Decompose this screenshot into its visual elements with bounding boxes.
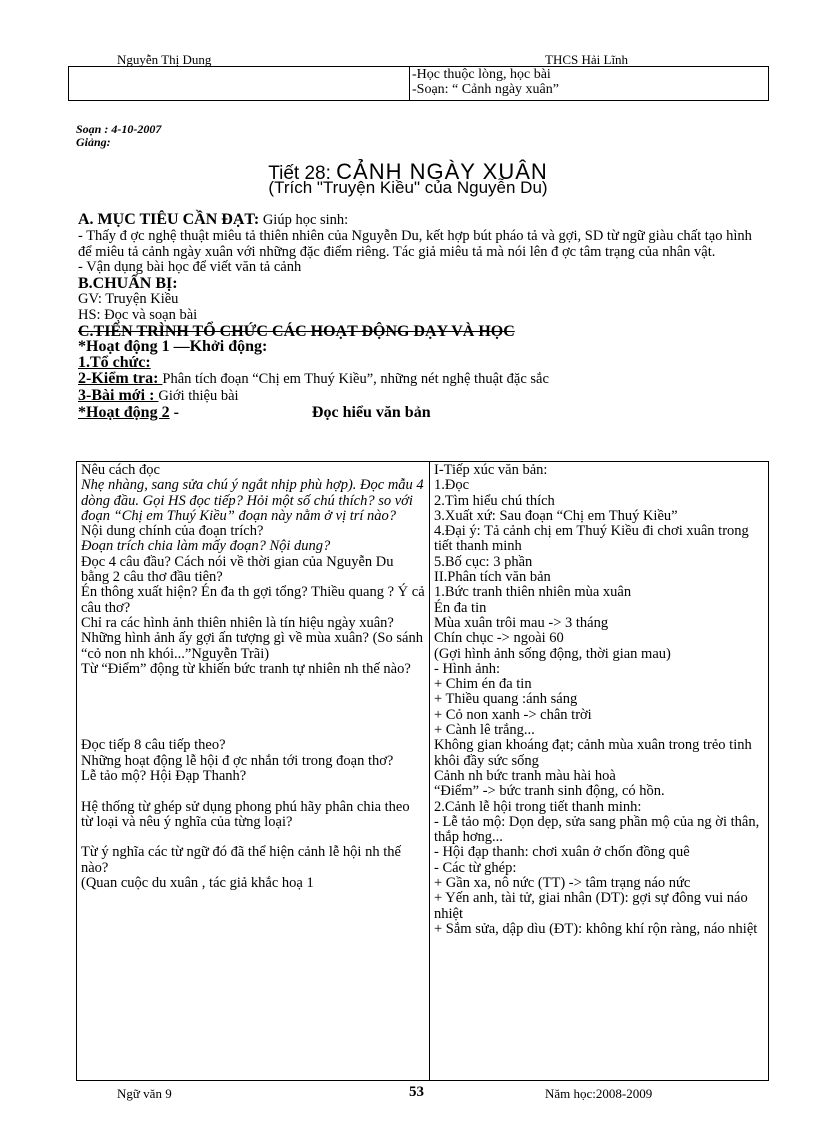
- to-chuc: 1.Tổ chức:: [78, 354, 151, 372]
- r-chuthich: 2.Tìm hiểu chú thích: [434, 492, 555, 509]
- teacher-line: Đoạn trích chia làm mấy đoạn? Nội dung?: [81, 538, 331, 555]
- teacher-line: [81, 830, 425, 845]
- section-b-heading: B.CHUẨN BỊ:: [78, 275, 178, 293]
- teacher-line: Đọc tiếp 8 câu tiếp theo?: [81, 737, 226, 754]
- content-line: - Hội đạp thanh: chơi xuân ở chốn đồng quê: [434, 844, 690, 861]
- lesson-subtitle: (Trích "Truyện Kiều" của Nguyễn Du): [268, 178, 548, 197]
- top-table-line: -Soạn: “ Cảnh ngày xuân”: [412, 82, 559, 97]
- lesson-body: [78, 212, 758, 421]
- teacher-line: Từ “Điểm” động từ khiến bức tranh tự nhiên nh thế nào?: [81, 660, 411, 677]
- r-phantich: II.Phân tích văn bản: [434, 569, 551, 586]
- teacher-line: Từ ý nghĩa các từ ngữ đó đã thể hiện cảnh lễ hội nh thế nào?: [81, 844, 401, 876]
- r-bocuc-label: 5.Bố cục:: [434, 553, 490, 570]
- header-school: THCS Hải Lĩnh: [545, 52, 629, 67]
- teacher-line: Nội dung chính của đoạn trích?: [81, 523, 264, 540]
- teacher-line: [81, 784, 425, 799]
- r-lines-2: [434, 815, 764, 937]
- lesson-number: Tiết 28:: [268, 163, 337, 184]
- section-b-gv: GV: Truyện Kiều: [78, 290, 179, 307]
- section-a-p1: - Thấy đ ợc nghệ thuật miêu tả thiên nhiên của Nguyễn Du, kết hợp bút pháo tả và gợi, SD từ ngữ giàu chất tạo hình để miêu tả cảnh ngày xuân với những đặc điểm riêng. Tác giả miêu tả mà nói lên đ ợc tâm trạng của nhân vật.: [78, 227, 752, 260]
- kiem-tra-label: 2-Kiểm tra:: [78, 369, 163, 387]
- content-line: + Cành lê trắng...: [434, 722, 535, 739]
- teacher-line: Én thông xuất hiện? Én đa th gợi tổng? Thiều quang ? Ý cả câu thơ?: [81, 584, 425, 616]
- activity-2-dash: -: [169, 403, 179, 421]
- section-b-hs: HS: Đọc và soạn bài: [78, 306, 198, 323]
- r-lehoi: 2.Cảnh lễ hội trong tiết thanh minh:: [434, 798, 642, 815]
- content-line: + Gần xa, nô nức (TT) -> tâm trạng náo nức: [434, 875, 691, 892]
- teacher-line: (Quan cuộc du xuân , tác giả khắc hoạ 1: [81, 875, 314, 892]
- bai-moi-label: 3-Bài mới :: [78, 386, 159, 404]
- content-line: - Lễ tảo mộ: Dọn dẹp, sửa sang phần mộ của ng ời thân, thắp hơng...: [434, 813, 760, 846]
- section-a-p2: - Vận dụng bài học để viết văn tả cảnh: [78, 259, 302, 276]
- footer-year: Năm học:2008-2009: [545, 1086, 653, 1101]
- r-lines-1: [434, 601, 764, 800]
- content-line: Chín chục -> ngoài 60: [434, 630, 564, 647]
- content-line: - Hình ảnh:: [434, 660, 501, 677]
- r-buctranh: 1.Bức tranh thiên nhiên mùa xuân: [434, 584, 632, 601]
- kiem-tra-text: Phân tích đoạn “Chị em Thuý Kiều”, những nét nghệ thuật đặc sắc: [162, 370, 549, 387]
- r-bocuc-text: 3 phần: [489, 553, 533, 570]
- r-heading: I-Tiếp xúc văn bản:: [434, 462, 548, 478]
- r-doc: 1.Đọc: [434, 477, 470, 494]
- content-line: - Các từ ghép:: [434, 859, 517, 876]
- content-line: Cảnh nh bức tranh màu hài hoà: [434, 767, 616, 784]
- footer-subject: Ngữ văn 9: [117, 1086, 172, 1101]
- activity-2-label: *Hoạt động 2: [78, 403, 170, 421]
- content-column: [430, 462, 769, 1081]
- teacher-line: Chỉ ra các hình ảnh thiên nhiên là tín hiệu ngày xuân?: [81, 614, 394, 631]
- r-daiy-label: 4.Đại ý:: [434, 523, 481, 540]
- top-table: [68, 66, 769, 101]
- giang-label: Giảng:: [76, 135, 111, 149]
- teacher-line: [81, 677, 425, 738]
- lesson-table: [76, 461, 769, 1081]
- top-table-line: -Học thuộc lòng, học bài: [412, 67, 551, 82]
- teacher-line: Lễ tảo mộ? Hội Đạp Thanh?: [81, 767, 247, 784]
- lesson-name: CẢNH NGÀY XUÂN: [336, 159, 548, 184]
- content-line: Không gian khoáng đạt; cảnh mùa xuân trong trẻo tinh khôi đầy sức sống: [434, 737, 752, 769]
- content-line: “Điểm” -> bức tranh sinh động, có hồn.: [434, 783, 665, 800]
- activity-1: *Hoạt động 1 —Khởi động:: [78, 338, 268, 356]
- teacher-line: Những hoạt động lễ hội đ ợc nhắn tới trong đoạn thơ?: [81, 752, 394, 769]
- content-line: + Sắm sửa, dập dìu (ĐT): không khí rộn ràng, náo nhiệt: [434, 920, 758, 937]
- teacher-line: Những hình ảnh ấy gợi ấn tượng gì về mùa xuân? (So sánh “cỏ non nh khói...”Nguyễn Trãi): [81, 630, 423, 662]
- content-line: + Cỏ non xanh -> chân trời: [434, 706, 592, 723]
- teacher-column: [77, 462, 430, 1081]
- section-c-heading: C.TIẾN TRÌNH TỔ CHỨC CÁC HOẠT ĐỘNG DẠY VÀ HỌC: [78, 322, 515, 340]
- teacher-line: Nhẹ nhàng, sang sửa chú ý ngắt nhịp phù hợp). Đọc mẫu 4 dòng đầu. Gọi HS đọc tiếp? Hỏi một số chú thích? so với đoạn “Chị em Thuý Kiều” đoạn này nằm ở vị trí nào?: [81, 477, 424, 524]
- soan-date: Soạn : 4-10-2007: [76, 122, 162, 136]
- page-number: 53: [409, 1084, 424, 1100]
- top-table-empty-cell: [69, 67, 410, 101]
- section-a-heading: A. MỤC TIÊU CẦN ĐẠT:: [78, 211, 260, 228]
- r-daiy-text: Tả cảnh chị em Thuý Kiều đi chơi xuân trong tiết thanh minh: [434, 523, 749, 555]
- content-line: + Yến anh, tài tử, giai nhân (DT): gợi sự đông vui náo nhiệt: [434, 890, 748, 922]
- section-a-intro: Giúp học sinh:: [259, 212, 349, 228]
- bai-moi-text: Giới thiệu bài: [158, 387, 239, 404]
- top-table-cell: [410, 67, 769, 101]
- activity-2-title: Đọc hiểu văn bản: [311, 403, 431, 421]
- content-line: Mùa xuân trôi mau -> 3 tháng: [434, 614, 609, 631]
- teacher-line: Nêu cách đọc: [81, 462, 160, 478]
- content-line: Én đa tin: [434, 599, 487, 616]
- r-xuatxu-label: 3.Xuất xứ:: [434, 507, 496, 524]
- teacher-line: Hệ thống từ ghép sử dụng phong phú hãy phân chia theo từ loại và nêu ý nghĩa của từng loại?: [81, 798, 410, 830]
- header-author: Nguyễn Thị Dung: [117, 52, 212, 67]
- teacher-line: Đọc 4 câu đầu? Cách nói về thời gian của Nguyễn Du bằng 2 câu thơ đầu tiên?: [81, 553, 394, 586]
- content-line: + Thiều quang :ánh sáng: [434, 691, 578, 708]
- soan-block: [76, 123, 161, 149]
- r-xuatxu-text: Sau đoạn “Chị em Thuý Kiều”: [495, 507, 678, 524]
- content-line: (Gợi hình ảnh sống động, thời gian mau): [434, 645, 671, 662]
- content-line: + Chim én đa tin: [434, 676, 532, 693]
